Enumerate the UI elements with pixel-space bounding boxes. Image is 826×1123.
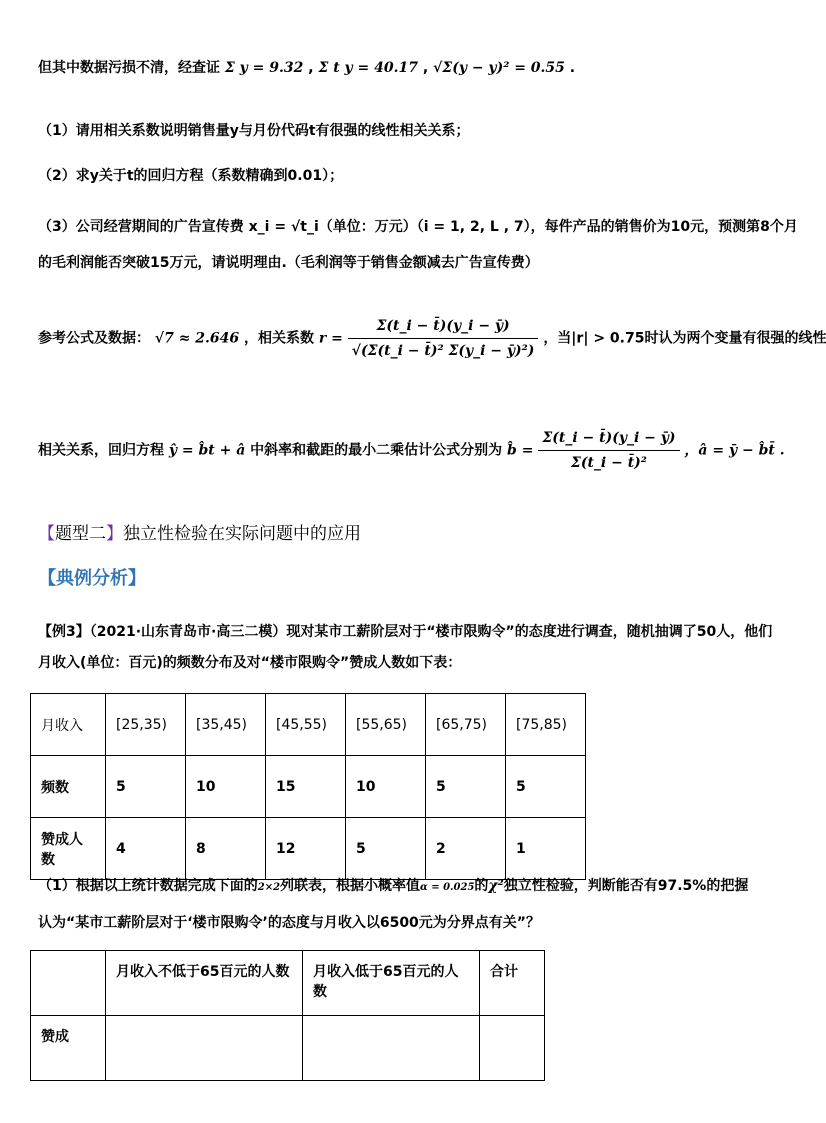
sqrt7-approx: √7 ≈ 2.646	[154, 330, 240, 347]
part-1-table-size: 2×2	[257, 882, 281, 893]
correlation-numerator: Σ(t_i − t̄)(y_i − ȳ)	[348, 316, 539, 339]
b-hat-equals: b̂ =	[507, 442, 534, 459]
table-cell: 5	[346, 818, 426, 880]
income-frequency-table	[30, 693, 586, 880]
example-line-1: 【例3】（2021·山东青岛市·高三二模）现对某市工薪阶层对于“楼市限购令”的态度进行调查，随机抽调了50人，他们	[38, 624, 773, 640]
section-title-text: 独立性检验在实际问题中的应用	[123, 524, 361, 544]
table-cell: 月收入	[31, 694, 106, 756]
regression-intro: 相关关系，回归方程	[38, 442, 164, 459]
reference-line-1	[38, 316, 826, 361]
table-cell: 1	[506, 818, 586, 880]
part-1-chi-square: χ²	[488, 878, 504, 894]
reference-line-2	[38, 428, 785, 473]
table-cell: [55,65)	[346, 694, 426, 756]
given-data-line: 但其中数据污损不清，经查证 Σ y = 9.32 , Σ t y = 40.17 , √Σ(y − y)² = 0.55 .	[38, 60, 576, 76]
question-2: （2）求y关于t的回归方程（系数精确到0.01）；	[38, 168, 344, 184]
table-cell: [35,45)	[186, 694, 266, 756]
part-1-line-2: 认为“某市工薪阶层对于‘楼市限购令’的态度与月收入以6500元为分界点有关”？	[38, 915, 541, 931]
example-analysis-heading: 【典例分析】	[38, 568, 146, 589]
table-row	[31, 756, 586, 818]
question-1: （1）请用相关系数说明销售量y与月份代码t有很强的线性相关关系；	[38, 123, 470, 139]
table-cell	[31, 951, 106, 1016]
part-1-text-e: 的	[474, 878, 489, 894]
correlation-label: ，相关系数	[244, 330, 315, 347]
correlation-condition: ，当|r| > 0.75时认为两个变量有很强的线性	[543, 330, 826, 347]
table-cell: [25,35)	[106, 694, 186, 756]
table-cell: 10	[186, 756, 266, 818]
reference-label: 参考公式及数据：	[38, 330, 150, 347]
given-data-intro: 但其中数据污损不清，经查证	[38, 60, 220, 76]
table-cell	[106, 1016, 303, 1081]
table-cell: 赞成	[31, 1016, 106, 1081]
question-3-line1: （3）公司经营期间的广告宣传费 x_i = √t_i（单位：万元）（i = 1, 2, L , 7），每件产品的销售价为10元，预测第8个月	[38, 219, 798, 235]
table-cell: [75,85)	[506, 694, 586, 756]
table-cell: 5	[426, 756, 506, 818]
table-row	[31, 694, 586, 756]
table-row	[31, 818, 586, 880]
part-1-alpha: α = 0.025	[420, 882, 475, 893]
regression-equation: ŷ = b̂t + â	[168, 442, 246, 459]
correlation-denominator: √(Σ(t_i − t̄)² Σ(y_i − ȳ)²)	[351, 343, 535, 359]
table-row	[31, 951, 545, 1016]
table-cell: [65,75)	[426, 694, 506, 756]
sum-ty-expression: Σ t y = 40.17	[318, 60, 419, 76]
part-1-text-g: 独立性检验，判断能否有97.5%的把握	[503, 878, 749, 894]
section-bracket-open: 【	[38, 524, 55, 544]
table-cell: 5	[506, 756, 586, 818]
part-1-text-a: （1）根据以上统计数据完成下面的	[38, 878, 258, 894]
contingency-table	[30, 950, 545, 1081]
formula-sum-ty	[318, 60, 422, 76]
table-cell: 15	[266, 756, 346, 818]
section-tag: 题型二	[55, 524, 106, 544]
table-cell	[480, 1016, 545, 1081]
formula-sum-y	[225, 60, 308, 76]
slope-numerator: Σ(t_i − t̄)(y_i − ȳ)	[538, 428, 679, 451]
table-row	[31, 1016, 545, 1081]
sqrt-sum-expression: √Σ(y − y)² = 0.55	[433, 60, 565, 76]
table-cell: 4	[106, 818, 186, 880]
part-1-text-c: 列联表，根据小概率值	[280, 878, 421, 894]
example-line-2: 月收入(单位：百元)的频数分布及对“楼市限购令”赞成人数如下表：	[38, 655, 462, 671]
sum-y-expression: Σ y = 9.32	[224, 60, 304, 76]
table-cell	[303, 1016, 480, 1081]
table-cell: 月收入低于65百元的人数	[303, 951, 480, 1016]
slope-fraction	[538, 428, 679, 473]
part-1-line-1	[38, 876, 748, 898]
table-cell: [45,55)	[266, 694, 346, 756]
table-cell: 10	[346, 756, 426, 818]
table-cell: 频数	[31, 756, 106, 818]
r-equals: r =	[318, 330, 343, 347]
least-squares-intro: 中斜率和截距的最小二乘估计公式分别为	[250, 442, 503, 459]
table-cell: 月收入不低于65百元的人数	[106, 951, 303, 1016]
table-cell: 5	[106, 756, 186, 818]
section-bracket-close: 】	[106, 524, 123, 544]
slope-denominator: Σ(t_i − t̄)²	[570, 455, 647, 471]
table-cell: 赞成人数	[31, 818, 106, 880]
table-cell: 8	[186, 818, 266, 880]
section-title	[38, 519, 361, 544]
formula-sqrt-sum	[433, 60, 570, 76]
question-3-line2: 的毛利润能否突破15万元，请说明理由.（毛利润等于销售金额减去广告宣传费）	[38, 255, 539, 271]
table-cell: 12	[266, 818, 346, 880]
table-cell: 2	[426, 818, 506, 880]
table-cell: 合计	[480, 951, 545, 1016]
correlation-fraction	[348, 316, 539, 361]
intercept-formula: ，â = ȳ − b̂t̄ .	[684, 442, 785, 459]
